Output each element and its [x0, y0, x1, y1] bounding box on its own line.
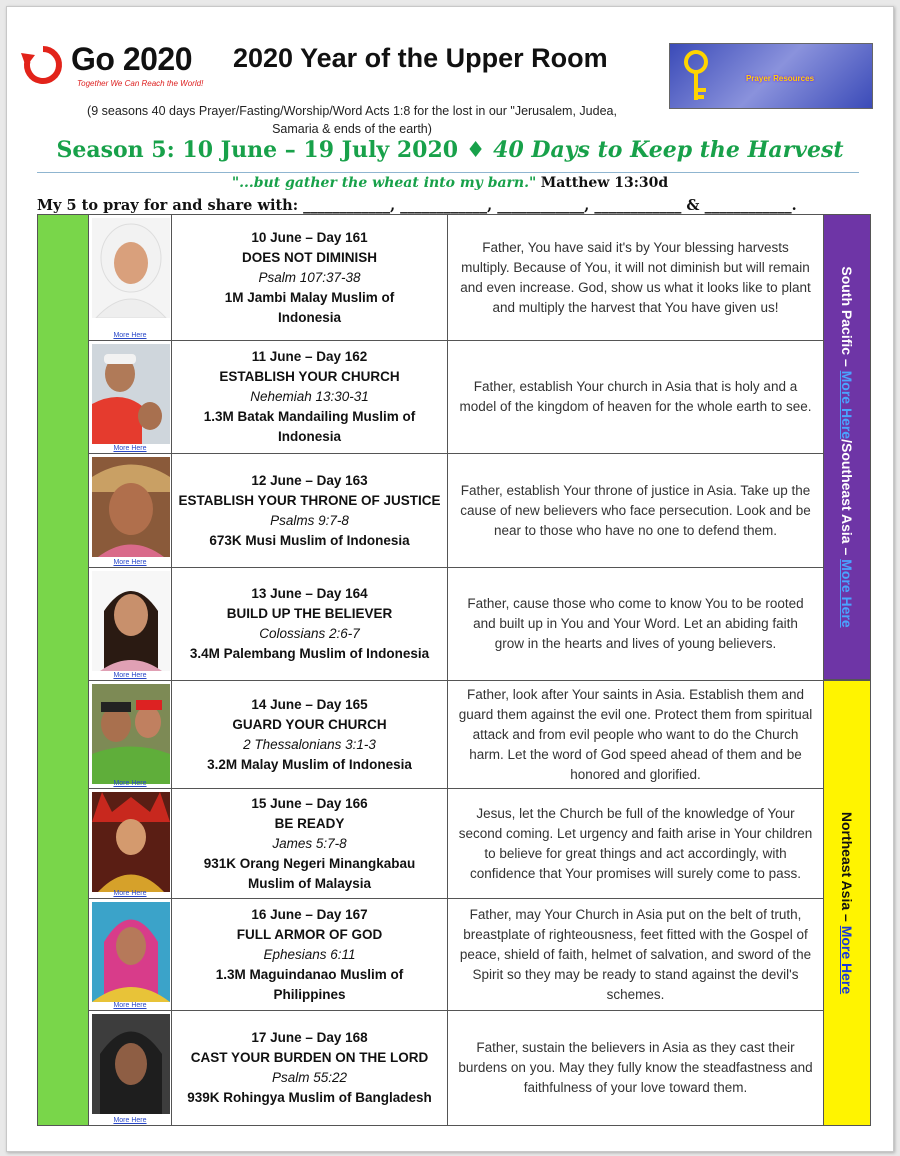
- portrait-image: [92, 1014, 170, 1114]
- day-date: 11 June – Day 162: [251, 349, 368, 364]
- region-label-southeast-asia: [839, 266, 855, 627]
- table-row: [89, 341, 823, 454]
- portrait-image: [92, 344, 170, 444]
- prayer-text: Father, cause those who come to know You to be rooted and built up in You and Your Word. Let an abiding faith grow in the hearts and lives of young believers.: [467, 596, 804, 651]
- day-theme: DOES NOT DIMINISH: [241, 249, 377, 265]
- people-group: 673K Musi Muslim of Indonesia: [209, 532, 410, 548]
- pray-for-line: My 5 to pray for and share with: ____________, ____________, ____________, ____________ & ____________.: [37, 197, 797, 214]
- person-photo: [89, 215, 172, 340]
- prayer-table: [89, 214, 823, 1124]
- more-here-link-southeast-asia[interactable]: More Here: [839, 559, 855, 628]
- more-here-link[interactable]: More Here: [113, 890, 147, 897]
- divider: [37, 172, 859, 173]
- person-photo: [89, 789, 172, 898]
- region-band-southeast-asia: [823, 214, 871, 680]
- day-theme: ESTABLISH YOUR THRONE OF JUSTICE: [178, 492, 441, 508]
- subtitle: [47, 102, 657, 138]
- day-info: [172, 789, 448, 898]
- scripture-reference: Ephesians 6:11: [263, 946, 356, 962]
- prayer-resources-banner[interactable]: [669, 43, 873, 109]
- prayer-text: Jesus, let the Church be full of the knowledge of Your second coming. Let urgency and faith arise in Your children to believe for great things and act accordingly, with confidence that Your promises will surely come to pass.: [458, 805, 813, 881]
- more-here-link[interactable]: More Here: [113, 1002, 147, 1009]
- day-info: [172, 341, 448, 453]
- scripture-reference: Psalms 9:7-8: [270, 512, 349, 528]
- person-photo: [89, 681, 172, 788]
- day-theme: CAST YOUR BURDEN ON THE LORD: [190, 1050, 429, 1065]
- prayer-text: Father, establish Your church in Asia that is holy and a model of the kingdom of heaven for the whole earth to see.: [459, 379, 812, 414]
- people-group: 931K Orang Negeri Minangkabau Muslim of Malaysia: [203, 855, 416, 891]
- table-row: [89, 899, 823, 1011]
- left-color-band: [37, 214, 89, 1126]
- day-date: 12 June – Day 163: [251, 472, 368, 488]
- table-row: [89, 789, 823, 899]
- scripture-reference: Nehemiah 13:30-31: [250, 389, 369, 404]
- subtitle-line-1: (9 seasons 40 days Prayer/Fasting/Worship/Word Acts 1:8 for the lost in our "Jerusalem, Judea,: [87, 104, 617, 118]
- scripture-reference: James 5:7-8: [272, 835, 347, 851]
- day-info: [172, 454, 448, 567]
- day-theme: GUARD YOUR CHURCH: [232, 716, 387, 732]
- table-row: [89, 681, 823, 789]
- logo-text: Go 2020: [71, 41, 193, 77]
- day-info: [172, 215, 448, 340]
- table-row: [89, 215, 823, 341]
- day-date: 16 June – Day 167: [251, 906, 368, 922]
- go2020-logo: [21, 39, 226, 94]
- day-theme: FULL ARMOR OF GOD: [236, 926, 383, 942]
- people-group: 3.4M Palembang Muslim of Indonesia: [189, 646, 430, 661]
- person-photo: [89, 1011, 172, 1125]
- banner-text: Prayer Resources: [745, 74, 815, 83]
- day-info: [172, 681, 448, 788]
- more-here-link[interactable]: More Here: [113, 445, 147, 452]
- table-row: [89, 454, 823, 568]
- people-group: 1M Jambi Malay Muslim of Indonesia: [224, 289, 395, 325]
- subtitle-line-2: Samaria & ends of the earth): [272, 122, 432, 136]
- prayer-text: Father, may Your Church in Asia put on the belt of truth, breastplate of righteousness, feet fitted with the Gospel of peace, shield of faith, helmet of salvation, and sword of the Spirit so they may be ready to stand against the devil's schemes.: [459, 906, 812, 1002]
- region-label-northeast-asia: [839, 812, 855, 994]
- day-date: 13 June – Day 164: [251, 586, 368, 601]
- region-text-south-pacific: South Pacific –: [839, 266, 855, 371]
- prayer-text: Father, sustain the believers in Asia as they cast their burdens on you. May they fully know the steadfastness and faithfulness of your love toward them.: [458, 1040, 813, 1095]
- region-band-northeast-asia: [823, 680, 871, 1126]
- person-photo: [89, 568, 172, 680]
- day-date: 15 June – Day 166: [251, 795, 368, 811]
- refresh-arrow-icon: [21, 43, 65, 87]
- people-group: 1.3M Batak Mandailing Muslim of Indonesia: [203, 409, 416, 444]
- scripture-reference: Colossians 2:6-7: [259, 626, 360, 641]
- portrait-image: [92, 218, 170, 318]
- scripture-reference: Psalm 55:22: [271, 1070, 348, 1085]
- people-group: 939K Rohingya Muslim of Bangladesh: [187, 1090, 432, 1105]
- more-here-link[interactable]: More Here: [113, 1117, 147, 1124]
- page: [6, 6, 894, 1152]
- more-here-link-south-pacific[interactable]: More Here: [839, 370, 855, 440]
- day-date: 17 June – Day 168: [251, 1030, 368, 1045]
- person-photo: [89, 341, 172, 453]
- portrait-image: [92, 571, 170, 671]
- prayer-text: Father, You have said it's by Your blessing harvests multiply. Because of You, it will not diminish but will remain and even increase. God, show us what it looks like to plant and multiply the harvest that You have given us!: [460, 239, 811, 315]
- day-theme: BUILD UP THE BELIEVER: [226, 606, 393, 621]
- season-heading: [7, 137, 893, 163]
- verse-reference: Matthew 13:30d: [540, 175, 669, 191]
- day-info: [172, 568, 448, 680]
- more-here-link[interactable]: More Here: [113, 780, 147, 787]
- day-info: [172, 1011, 448, 1125]
- more-here-link[interactable]: More Here: [113, 559, 147, 566]
- person-photo: [89, 899, 172, 1010]
- more-here-link[interactable]: More Here: [113, 672, 147, 679]
- verse-quote: "...but gather the wheat into my barn.": [231, 175, 537, 191]
- table-row: [89, 1011, 823, 1126]
- season-theme: 40 Days to Keep the Harvest: [493, 137, 844, 163]
- day-theme: BE READY: [274, 815, 345, 831]
- scripture-reference: Psalm 107:37-38: [258, 269, 361, 285]
- day-date: 14 June – Day 165: [251, 696, 368, 712]
- logo-tagline: Together We Can Reach the World!: [77, 79, 204, 88]
- people-group: 3.2M Malay Muslim of Indonesia: [207, 756, 412, 772]
- more-here-link[interactable]: More Here: [113, 332, 147, 339]
- prayer-text: Father, establish Your throne of justice in Asia. Take up the cause of new believers who face persecution. Look and be near to those who have no one to defend them.: [460, 482, 811, 538]
- theme-verse: [7, 175, 893, 191]
- portrait-image: [92, 684, 170, 784]
- prayer-text: Father, look after Your saints in Asia. Establish them and guard them against the evil one. Protect them from spiritual attack and from evil people who want to do the Church harm. Let the word of God speed ahead of them and be honored and glorified.: [458, 686, 813, 782]
- people-group: 1.3M Maguindanao Muslim of Philippines: [215, 966, 404, 1002]
- portrait-image: [92, 792, 170, 892]
- region-text-southeast-asia: /Southeast Asia –: [839, 439, 855, 560]
- table-row: [89, 568, 823, 681]
- day-theme: ESTABLISH YOUR CHURCH: [219, 369, 400, 384]
- scripture-reference: 2 Thessalonians 3:1-3: [243, 736, 376, 752]
- portrait-image: [92, 457, 170, 557]
- portrait-image: [92, 902, 170, 1002]
- person-photo: [89, 454, 172, 567]
- more-here-link-northeast-asia[interactable]: More Here: [839, 925, 855, 995]
- day-info: [172, 899, 448, 1010]
- page-title: 2020 Year of the Upper Room: [233, 43, 608, 73]
- day-date: 10 June – Day 161: [251, 229, 368, 245]
- region-text-northeast-asia: Northeast Asia –: [839, 811, 855, 926]
- season-label: Season 5: 10 June – 19 July 2020 ♦: [56, 137, 486, 163]
